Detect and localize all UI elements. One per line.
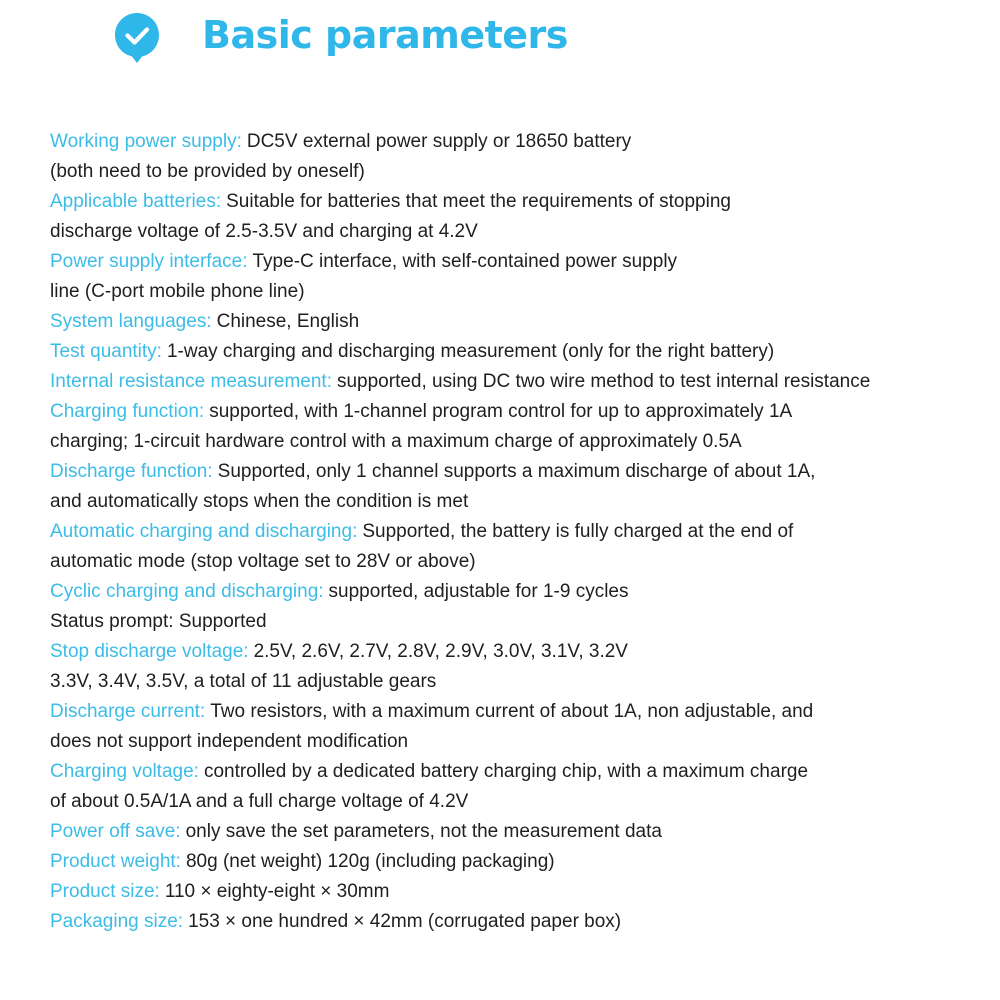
parameter-label: Stop discharge voltage: xyxy=(50,641,249,662)
parameter-line xyxy=(50,607,980,637)
parameter-label: Discharge function: xyxy=(50,461,213,482)
parameter-value: Status prompt: Supported xyxy=(50,611,267,632)
parameter-line xyxy=(50,727,980,757)
parameter-label: Product weight: xyxy=(50,851,181,872)
parameter-line xyxy=(50,907,980,937)
parameter-value: 153 × one hundred × 42mm (corrugated paper box) xyxy=(188,911,622,932)
parameter-value: line (C-port mobile phone line) xyxy=(50,281,305,302)
parameter-value: supported, with 1-channel program control for up to approximately 1A xyxy=(209,401,793,422)
parameter-value: Supported, only 1 channel supports a maximum discharge of about 1A, xyxy=(217,461,816,482)
parameter-value: automatic mode (stop voltage set to 28V or above) xyxy=(50,551,476,572)
parameter-line xyxy=(50,187,980,217)
parameter-label: Charging voltage: xyxy=(50,761,199,782)
parameter-label: Product size: xyxy=(50,881,160,902)
parameter-line xyxy=(50,757,980,787)
parameter-line xyxy=(50,127,980,157)
parameter-line xyxy=(50,577,980,607)
parameter-line xyxy=(50,427,980,457)
parameter-line xyxy=(50,217,980,247)
parameter-line xyxy=(50,157,980,187)
parameter-label: Automatic charging and discharging: xyxy=(50,521,358,542)
parameter-list xyxy=(50,127,980,937)
parameter-value: DC5V external power supply or 18650 battery xyxy=(246,131,632,152)
parameter-line xyxy=(50,307,980,337)
parameter-label: Test quantity: xyxy=(50,341,162,362)
parameter-label: Power supply interface: xyxy=(50,251,248,272)
parameter-value: Supported, the battery is fully charged at the end of xyxy=(362,521,794,542)
parameter-value: supported, using DC two wire method to test internal resistance xyxy=(336,371,871,392)
parameter-value: supported, adjustable for 1-9 cycles xyxy=(328,581,629,602)
parameter-line xyxy=(50,337,980,367)
parameter-value: controlled by a dedicated battery charging chip, with a maximum charge xyxy=(203,761,809,782)
parameter-label: Working power supply: xyxy=(50,131,242,152)
parameter-line xyxy=(50,247,980,277)
parameter-line xyxy=(50,457,980,487)
parameter-label: Cyclic charging and discharging: xyxy=(50,581,324,602)
parameter-label: Discharge current: xyxy=(50,701,206,722)
parameter-value: Two resistors, with a maximum current of about 1A, non adjustable, and xyxy=(210,701,814,722)
parameter-value: 110 × eighty-eight × 30mm xyxy=(164,881,390,902)
parameter-line xyxy=(50,877,980,907)
parameter-value: of about 0.5A/1A and a full charge voltage of 4.2V xyxy=(50,791,469,812)
parameter-line xyxy=(50,637,980,667)
parameter-label: Power off save: xyxy=(50,821,181,842)
parameter-line xyxy=(50,367,980,397)
parameter-line xyxy=(50,697,980,727)
chat-bubble-check-icon xyxy=(114,12,160,64)
parameter-line xyxy=(50,817,980,847)
parameter-line xyxy=(50,847,980,877)
parameter-line xyxy=(50,547,980,577)
parameter-value: 2.5V, 2.6V, 2.7V, 2.8V, 2.9V, 3.0V, 3.1V, 3.2V xyxy=(253,641,628,662)
parameter-value: (both need to be provided by oneself) xyxy=(50,161,365,182)
parameter-label: Packaging size: xyxy=(50,911,184,932)
parameter-value: discharge voltage of 2.5-3.5V and charging at 4.2V xyxy=(50,221,478,242)
parameter-value: and automatically stops when the condition is met xyxy=(50,491,469,512)
parameter-value: Type-C interface, with self-contained power supply xyxy=(252,251,678,272)
parameter-value: Chinese, English xyxy=(216,311,360,332)
parameter-line xyxy=(50,397,980,427)
parameter-value: 1-way charging and discharging measurement (only for the right battery) xyxy=(166,341,775,362)
parameter-value: does not support independent modification xyxy=(50,731,409,752)
parameter-label: Applicable batteries: xyxy=(50,191,222,212)
parameter-label: Internal resistance measurement: xyxy=(50,371,332,392)
parameter-line xyxy=(50,667,980,697)
page-title: Basic parameters xyxy=(202,13,568,57)
parameter-label: Charging function: xyxy=(50,401,205,422)
parameter-value: Suitable for batteries that meet the requirements of stopping xyxy=(226,191,731,212)
parameter-label: System languages: xyxy=(50,311,212,332)
parameter-line xyxy=(50,487,980,517)
parameter-value: charging; 1-circuit hardware control with a maximum charge of approximately 0.5A xyxy=(50,431,742,452)
parameter-value: 3.3V, 3.4V, 3.5V, a total of 11 adjustable gears xyxy=(50,671,437,692)
parameter-line xyxy=(50,277,980,307)
parameter-value: 80g (net weight) 120g (including packaging) xyxy=(185,851,555,872)
header xyxy=(0,0,1000,80)
parameter-line xyxy=(50,787,980,817)
parameter-line xyxy=(50,517,980,547)
parameter-value: only save the set parameters, not the measurement data xyxy=(185,821,662,842)
